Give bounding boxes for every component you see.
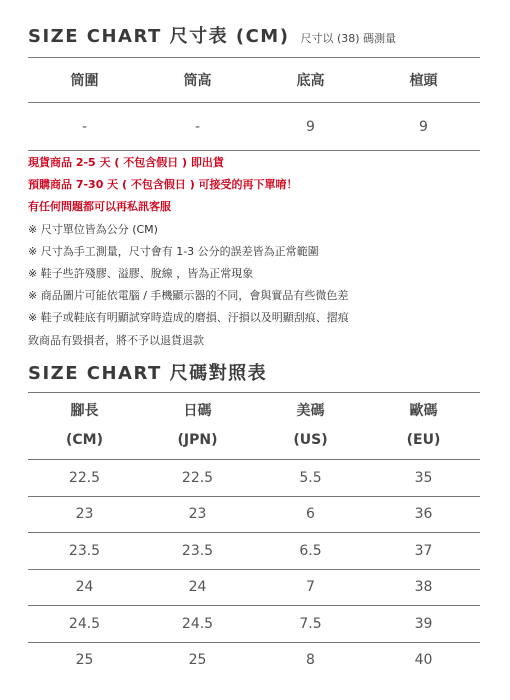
cell-us: 5.5	[254, 460, 367, 497]
note-no-return: 致商品有毀損者，將不予以退貨退款	[28, 333, 204, 347]
notice-in-stock: 現貨商品 2-5 天 ( 不包含假日 ) 即出貨	[28, 156, 224, 169]
header-unit: (CM)	[65, 432, 103, 448]
note-color: ※ 商品圖片可能依電腦 / 手機顯示器的不同，會與實品有些微色差	[28, 289, 349, 303]
table-row	[28, 642, 480, 678]
column-header-jpn	[141, 393, 254, 460]
measurement-row	[28, 103, 480, 151]
cell-eu: 37	[367, 533, 480, 570]
table-row	[28, 569, 480, 606]
cell-foot-length: 25	[75, 652, 94, 669]
cell-jpn: 24	[141, 569, 254, 606]
measurement-table	[28, 57, 480, 151]
measurement-note: 尺寸以 (38) 碼測量	[300, 32, 397, 45]
note-units: ※ 尺寸單位皆為公分 (CM)	[28, 222, 158, 236]
column-header-shaft-circumference: 筒圍	[28, 58, 141, 103]
cell-us: 6.5	[254, 533, 367, 570]
header-label: 腳長	[70, 403, 99, 419]
column-header-foot-length	[28, 393, 141, 460]
note-glue: ※ 鞋子些許殘膠、溢膠、脫線 ，皆為正常現象	[28, 267, 254, 281]
column-header-us	[254, 393, 367, 460]
measurement-header-row	[28, 58, 480, 103]
header-label: 美碼	[296, 403, 325, 419]
cell-toe-box: 9	[367, 103, 480, 151]
header-unit: (US)	[293, 432, 328, 448]
header-unit: (JPN)	[177, 432, 218, 448]
cell-eu: 35	[367, 460, 480, 497]
table-row	[28, 533, 480, 570]
cell-foot-length: 22.5	[28, 460, 141, 497]
cell-jpn: 25	[188, 652, 207, 669]
cell-jpn: 24.5	[141, 606, 254, 643]
column-header-shaft-height: 筒高	[141, 58, 254, 103]
size-conversion-title: SIZE CHART 尺碼對照表	[28, 363, 268, 384]
cell-foot-length: 24.5	[28, 606, 141, 643]
cell-foot-length: 24	[28, 569, 141, 606]
cell-us: 6	[254, 496, 367, 533]
table-row	[28, 496, 480, 533]
notes-block	[28, 152, 488, 352]
column-header-eu	[367, 393, 480, 460]
size-conversion-table	[28, 392, 480, 678]
column-header-heel-height: 底高	[254, 58, 367, 103]
table-row	[28, 606, 480, 643]
cell-eu: 40	[414, 652, 433, 669]
cell-jpn: 22.5	[141, 460, 254, 497]
cell-jpn: 23	[141, 496, 254, 533]
cell-eu: 39	[367, 606, 480, 643]
size-chart-title: SIZE CHART 尺寸表 (CM)	[28, 26, 290, 47]
cell-eu: 36	[367, 496, 480, 533]
notice-preorder: 預購商品 7-30 天 ( 不包含假日 ) 可接受的再下單唷！	[28, 178, 298, 192]
header-unit: (EU)	[406, 432, 441, 448]
cell-shaft-height: -	[141, 103, 254, 151]
table-row	[28, 460, 480, 497]
cell-us: 8	[306, 652, 315, 669]
cell-foot-length: 23	[28, 496, 141, 533]
cell-eu: 38	[367, 569, 480, 606]
cell-us: 7.5	[254, 606, 367, 643]
note-wear: ※ 鞋子或鞋底有明顯試穿時造成的磨損、汙損以及明顯刮痕、摺痕	[28, 311, 349, 325]
cell-foot-length: 23.5	[28, 533, 141, 570]
cell-shaft-circumference: -	[28, 103, 141, 151]
size-chart-header	[28, 22, 396, 48]
cell-us: 7	[254, 569, 367, 606]
column-header-toe-box: 楦頭	[367, 58, 480, 103]
size-header-row	[28, 393, 480, 460]
notice-contact: 有任何問題都可以再私訊客服	[28, 200, 171, 214]
cell-heel-height: 9	[254, 103, 367, 151]
header-label: 日碼	[183, 403, 212, 419]
note-tolerance: ※ 尺寸為手工測量，尺寸會有 1-3 公分的誤差皆為正常範圍	[28, 244, 319, 258]
header-label: 歐碼	[409, 403, 438, 419]
cell-jpn: 23.5	[141, 533, 254, 570]
